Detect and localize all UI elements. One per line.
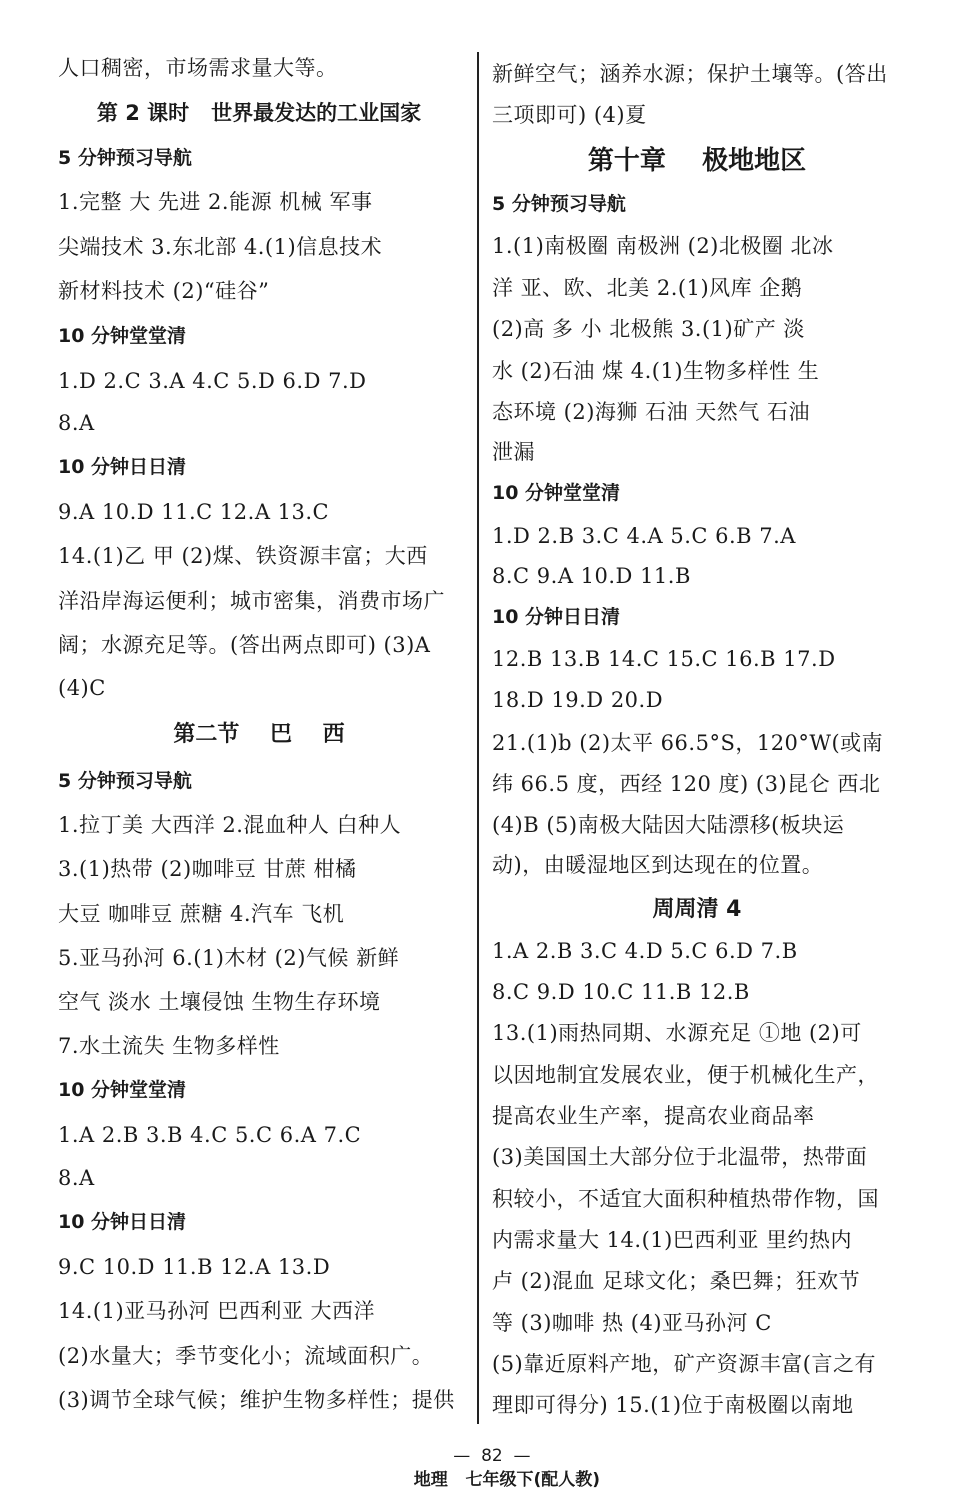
text-line: 洋沿岸海运便利；城市密集，消费市场广 xyxy=(58,589,445,613)
text-line: 纬 66.5 度，西经 120 度) (3)昆仑 西北 xyxy=(492,772,881,796)
text-line: 1.(1)南极圈 南极洲 (2)北极圈 北冰 xyxy=(492,234,834,258)
lesson-heading: 第 2 课时 世界最发达的工业国家 xyxy=(96,101,422,125)
text-line: (2)高 多 小 北极熊 3.(1)矿产 淡 xyxy=(492,317,805,341)
text-line: 态环境 (2)海狮 石油 天然气 石油 xyxy=(492,400,810,424)
column-divider xyxy=(477,52,479,1424)
text-line: (4)B (5)南极大陆因大陆漂移(板块运 xyxy=(492,813,845,837)
text-line: 大豆 咖啡豆 蔗糖 4.汽车 飞机 xyxy=(58,902,345,926)
text-line: 9.C 10.D 11.B 12.A 13.D xyxy=(58,1255,331,1279)
text-line: 8.C 9.D 10.C 11.B 12.B xyxy=(492,980,750,1004)
text-line: 1.D 2.C 3.A 4.C 5.D 6.D 7.D xyxy=(58,369,367,393)
text-line: 提高农业生产率，提高农业商品率 xyxy=(492,1104,815,1128)
text-line: 泄漏 xyxy=(492,440,535,464)
section-label: 5 分钟预习导航 xyxy=(58,770,192,792)
section-label: 5 分钟预习导航 xyxy=(58,147,192,169)
text-line: 以因地制宜发展农业，便于机械化生产， xyxy=(492,1063,879,1087)
section-label: 10 分钟堂堂清 xyxy=(58,325,187,347)
section-label: 10 分钟日日清 xyxy=(492,606,621,628)
text-line: 三项即可) (4)夏 xyxy=(492,103,647,127)
text-line: 空气 淡水 土壤侵蚀 生物生存环境 xyxy=(58,990,381,1014)
section-label: 5 分钟预习导航 xyxy=(492,193,626,215)
text-line: 1.D 2.B 3.C 4.A 5.C 6.B 7.A xyxy=(492,524,796,548)
text-line: 人口稠密，市场需求量大等。 xyxy=(58,56,338,80)
text-line: (5)靠近原料产地，矿产资源丰富(言之有 xyxy=(492,1352,876,1376)
text-line: 3.(1)热带 (2)咖啡豆 甘蔗 柑橘 xyxy=(58,857,357,881)
weekly-review-heading: 周周清 4 xyxy=(652,897,742,922)
text-line: 新材料技术 (2)“硅谷” xyxy=(58,279,270,303)
section-label: 10 分钟日日清 xyxy=(58,1211,187,1233)
page-footer xyxy=(0,1420,973,1492)
text-line: 等 (3)咖啡 热 (4)亚马孙河 C xyxy=(492,1311,772,1335)
text-line: (3)调节全球气候；维护生物多样性；提供 xyxy=(58,1388,455,1412)
text-line: 积较小，不适宜大面积种植热带作物，国 xyxy=(492,1187,879,1211)
text-line: 动)，由暖湿地区到达现在的位置。 xyxy=(492,853,824,877)
text-line: 1.A 2.B 3.C 4.D 5.C 6.D 7.B xyxy=(492,939,798,963)
book-subject: 地理 七年级下(配人教) xyxy=(413,1470,601,1490)
text-line: 21.(1)b (2)太平 66.5°S，120°W(或南 xyxy=(492,731,884,755)
text-line: 14.(1)亚马孙河 巴西利亚 大西洋 xyxy=(58,1299,375,1323)
text-line: 7.水土流失 生物多样性 xyxy=(58,1034,280,1058)
text-line: 1.拉丁美 大西洋 2.混血种人 白种人 xyxy=(58,813,402,837)
text-line: 18.D 19.D 20.D xyxy=(492,688,664,712)
text-line: (2)水量大；季节变化小；流域面积广。 xyxy=(58,1344,434,1368)
text-line: 理即可得分) 15.(1)位于南极圈以南地 xyxy=(492,1393,854,1417)
text-line: 阔；水源充足等。(答出两点即可) (3)A xyxy=(58,633,431,657)
text-line: 内需求量大 14.(1)巴西利亚 里约热内 xyxy=(492,1228,852,1252)
text-line: 9.A 10.D 11.C 12.A 13.C xyxy=(58,500,330,524)
text-line: 8.A xyxy=(58,411,95,435)
text-line: 新鲜空气；涵养水源；保护土壤等。(答出 xyxy=(492,62,888,86)
text-line: 水 (2)石油 煤 4.(1)生物多样性 生 xyxy=(492,359,820,383)
text-line: 洋 亚、欧、北美 2.(1)风库 企鹅 xyxy=(492,276,803,300)
section-label: 10 分钟堂堂清 xyxy=(58,1079,187,1101)
text-line: (3)美国国土大部分位于北温带，热带面 xyxy=(492,1145,868,1169)
text-line: 1.A 2.B 3.B 4.C 5.C 6.A 7.C xyxy=(58,1123,362,1147)
section-label: 10 分钟堂堂清 xyxy=(492,482,621,504)
section-label: 10 分钟日日清 xyxy=(58,456,187,478)
text-line: (4)C xyxy=(58,676,106,700)
text-line: 尖端技术 3.东北部 4.(1)信息技术 xyxy=(58,235,383,259)
text-line: 12.B 13.B 14.C 15.C 16.B 17.D xyxy=(492,647,836,671)
chapter-heading: 第十章 极地地区 xyxy=(587,146,807,176)
text-line: 卢 (2)混血 足球文化；桑巴舞；狂欢节 xyxy=(492,1269,861,1293)
page-number: — 82 — xyxy=(453,1446,531,1466)
section-heading: 第二节 巴 西 xyxy=(173,722,345,747)
text-line: 5.亚马孙河 6.(1)木材 (2)气候 新鲜 xyxy=(58,946,400,970)
text-line: 1.完整 大 先进 2.能源 机械 军事 xyxy=(58,190,373,214)
text-line: 13.(1)雨热同期、水源充足 ①地 (2)可 xyxy=(492,1021,862,1045)
text-line: 14.(1)乙 甲 (2)煤、铁资源丰富；大西 xyxy=(58,544,428,568)
text-line: 8.C 9.A 10.D 11.B xyxy=(492,564,691,588)
text-line: 8.A xyxy=(58,1166,95,1190)
